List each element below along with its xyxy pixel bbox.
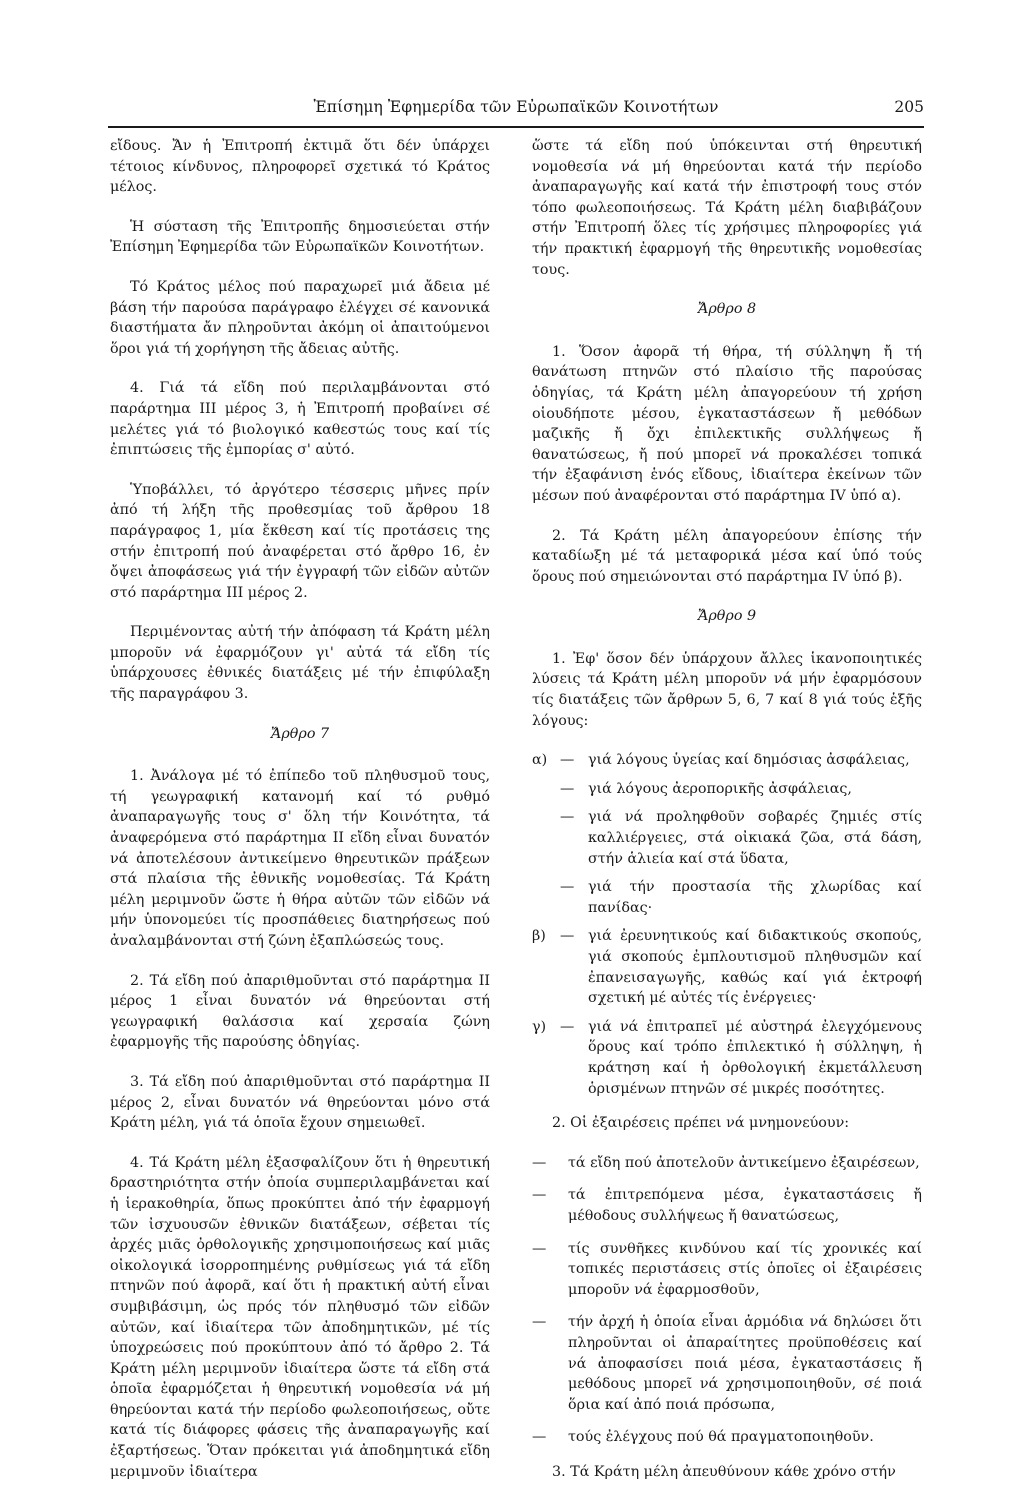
list-item: [532, 750, 922, 771]
item-text: τίς συνθῆκες κινδύνου καί τίς χρονικές καί τοπικές περιστάσεις στίς ὁποῖες οἱ ἐξαιρέσεις μποροῦν νά ἐφαρμοσθοῦν,: [568, 1240, 922, 1298]
header-divider: [108, 126, 924, 128]
paragraph: Ὑποβάλλει, τό ἀργότερο τέσσερις μῆνες πρίν ἀπό τή λήξη τῆς προθεσμίας τοῦ ἄρθρου 18 παράγραφος 1, μία ἔκθεση καί τίς προτάσεις της στήν ἐπιτροπή πού ἀναφέρεται στό ἄρθρο 16, ἐν ὄψει ἀποφάσεως γιά τήν ἐγγραφή τῶν εἰδῶν αὐτῶν στό παράρτημα ΙΙΙ μέρος 2.: [110, 481, 490, 601]
list-item: [532, 1312, 922, 1415]
paragraph: 4. Γιά τά εἴδη πού περιλαμβάνονται στό παράρτημα ΙΙΙ μέρος 3, ἡ Ἐπιτροπή προβαίνει σέ μελέτες γιά τό βιολογικό καθεστώς τους καί τίς ἐπιπτώσεις τῆς ἐμπορίας σ' αὐτό.: [110, 380, 490, 459]
item-text: γιά λόγους ὑγείας καί δημόσιας ἀσφάλειας,: [588, 752, 910, 769]
list-item: [532, 1185, 922, 1226]
item-label: β): [532, 928, 546, 945]
paragraph: 2. Τά εἴδη πού ἀπαριθμοῦνται στό παράρτημα ΙΙ μέρος 1 εἶναι δυνατόν νά θηρεύονται στή γεωγραφική θαλάσσια καί χερσαία ζώνη ἐφαρμογῆς τῆς παρούσης ὁδηγίας.: [110, 972, 490, 1051]
dash-glyph: —: [532, 1154, 547, 1171]
left-column: [110, 136, 490, 1501]
paragraph: 3. Τά εἴδη πού ἀπαριθμοῦνται στό παράρτημα ΙΙ μέρος 2, εἶναι δυνατόν νά θηρεύονται μόνο στά Κράτη μέλη, γιά τά ὁποῖα ἔχουν σημειωθεῖ.: [110, 1073, 490, 1132]
item-text: γιά νά ἐπιτραπεῖ μέ αὐστηρά ἐλεγχόμενους ὅρους καί τρόπο ἐπιλεκτικό ἡ σύλληψη, ἡ κράτηση καί ἡ ὀρθολογική ἐκμετάλλευση ὁρισμένων πτηνῶν σέ μικρές ποσότητες.: [588, 1018, 922, 1097]
article-9-heading: Ἄρθρο 9: [697, 608, 757, 625]
paragraph: 1. Ὅσον ἀφορᾶ τή θήρα, τή σύλληψη ἤ τή θανάτωση πτηνῶν στό πλαίσιο τῆς παρούσας ὁδηγίας, τά Κράτη μέλη ἀπαγορεύουν τή χρήση οἱουδήποτε μέσου, ἐγκαταστάσεων ἤ μεθόδων μαζικῆς ἤ ὄχι ἐπιλεκτικῆς συλλήψεως ἤ θανατώσεως, ἤ πού μπορεῖ νά προκαλέσει τοπικά τήν ἐξαφάνιση ἑνός εἴδους, ἰδιαίτερα ἐκείνων τῶν μέσων πού ἀναφέρονται στό παράρτημα IV ὑπό α).: [532, 343, 922, 504]
dash-glyph: —: [560, 879, 575, 896]
exceptions-list: [532, 1153, 922, 1448]
dash-glyph: —: [560, 752, 575, 769]
paragraph: Ἡ σύσταση τῆς Ἐπιτροπῆς δημοσιεύεται στήν Ἐπίσημη Ἐφημερίδα τῶν Εὐρωπαϊκῶν Κοινοτήτων.: [110, 218, 490, 256]
list-item: [560, 877, 922, 918]
item-text: τούς ἐλέγχους πού θά πραγματοποιηθοῦν.: [568, 1429, 874, 1446]
paragraph: 1. Ἐφ' ὅσον δέν ὑπάρχουν ἄλλες ἱκανοποιητικές λύσεις τά Κράτη μέλη μποροῦν νά μήν ἐφαρμόσουν τίς διατάξεις τῶν ἄρθρων 5, 6, 7 καί 8 γιά τούς ἑξῆς λόγους:: [532, 650, 922, 729]
item-text: γιά λόγους ἀεροπορικῆς ἀσφάλειας,: [588, 780, 852, 797]
page-header: [108, 98, 924, 126]
dash-glyph: —: [532, 1314, 547, 1331]
list-item: [532, 926, 922, 1008]
dash-glyph: —: [560, 780, 575, 797]
item-text: γιά νά προληφθοῦν σοβαρές ζημιές στίς καλλιέργειες, στά οἰκιακά ζῶα, στά δάση, στήν ἁλιεία καί στά ὕδατα,: [588, 809, 922, 867]
item-label: γ): [532, 1018, 547, 1035]
dash-glyph: —: [532, 1187, 547, 1204]
dash-glyph: —: [532, 1240, 547, 1257]
paragraph: ὥστε τά εἴδη πού ὑπόκεινται στή θηρευτική νομοθεσία νά μή θηρεύονται κατά τήν περίοδο ἀναπαραγωγῆς καί κατά τήν ἐπιστροφή τους στόν τόπο φωλεοποιήσεως. Τά Κράτη μέλη διαβιβάζουν στήν Ἐπιτροπή ὅλες τίς χρήσιμες πληροφορίες γιά τήν πρακτική ἐφαρμογή τῆς θηρευτικῆς νομοθεσίας τους.: [532, 138, 922, 278]
article-8-heading: Ἄρθρο 8: [697, 301, 757, 318]
dash-glyph: —: [532, 1429, 547, 1446]
paragraph: εἴδους. Ἄν ἡ Ἐπιτροπή ἐκτιμᾶ ὅτι δέν ὑπάρχει τέτοιος κίνδυνος, πληροφορεῖ σχετικά τό Κράτος μέλος.: [110, 138, 490, 196]
paragraph: 2. Οἱ ἐξαιρέσεις πρέπει νά μνημονεύουν:: [552, 1115, 850, 1132]
item-label: α): [532, 752, 548, 769]
paragraph: 3. Τά Κράτη μέλη ἀπευθύνουν κάθε χρόνο στήν: [552, 1463, 896, 1480]
list-item: [560, 807, 922, 869]
item-text: τά εἴδη πού ἀποτελοῦν ἀντικείμενο ἐξαιρέσεων,: [568, 1154, 920, 1171]
list-item: [532, 1427, 922, 1448]
item-text: τά ἐπιτρεπόμενα μέσα, ἐγκαταστάσεις ἤ μέθοδους συλλήψεως ἤ θανατώσεως,: [568, 1187, 922, 1224]
list-item: [532, 1017, 922, 1099]
dash-glyph: —: [560, 928, 575, 945]
article-7-heading: Ἄρθρο 7: [270, 725, 330, 742]
dash-glyph: —: [560, 809, 575, 826]
reasons-list: [532, 750, 922, 1099]
page-number: 205: [894, 98, 924, 116]
item-text: γιά τήν προστασία τῆς χλωρίδας καί πανίδας·: [588, 879, 922, 916]
item-text: τήν ἀρχή ἡ ὁποία εἶναι ἁρμόδια νά δηλώσει ὅτι πληροῦνται οἱ ἀπαραίτητες προϋποθέσεις καί νά ἀποφασίσει ποιά μέσα, ἐγκαταστάσεις ἤ μεθόδους μπορεῖ νά χρησιμοποιηθοῦν, σέ ποιά ὅρια καί ἀπό ποιά πρόσωπα,: [568, 1314, 922, 1413]
paragraph: 4. Τά Κράτη μέλη ἐξασφαλίζουν ὅτι ἡ θηρευτική δραστηριότητα στήν ὁποία συμπεριλαμβάνεται καί ἡ ἱερακοθηρία, ὅπως προκύπτει ἀπό τήν ἐφαρμογή τῶν ἰσχυουσῶν ἐθνικῶν διατάξεων, σέβεται τίς ἀρχές μιᾶς ὀρθολογικῆς χρησιμοποιήσεως καί μιᾶς οἰκολογικά ἰσορροπημένης ρυθμίσεως γιά τά εἴδη πτηνῶν πού ἀφορᾶ, καί ὅτι ἡ πρακτική αὐτή εἶναι συμβιβάσιμη, ὡς πρός τόν πληθυσμό τῶν εἰδῶν αὐτῶν, καί ἰδιαίτερα τῶν ἀποδημητικῶν, μέ τίς ὑποχρεώσεις πού προκύπτουν ἀπό τό ἄρθρο 2. Τά Κράτη μέλη μεριμνοῦν ἰδιαίτερα ὥστε τά εἴδη στά ὁποῖα ἐφαρμόζεται ἡ θηρευτική νομοθεσία νά μή θηρεύονται κατά τήν περίοδο φωλεοποιήσεως, οὔτε κατά τίς διάφορες φάσεις τῆς ἀναπαραγωγῆς καί ἐξαρτήσεως. Ὅταν πρόκειται γιά ἀποδημητικά εἴδη μεριμνοῦν ἰδιαίτερα: [110, 1154, 490, 1480]
paragraph: 2. Τά Κράτη μέλη ἀπαγορεύουν ἐπίσης τήν καταδίωξη μέ τά μεταφορικά μέσα καί ὑπό τούς ὅρους πού σημειώνονται στό παράρτημα IV ὑπό β).: [532, 527, 922, 585]
paragraph: Τό Κράτος μέλος πού παραχωρεῖ μιά ἄδεια μέ βάση τήν παρούσα παράγραφο ἐλέγχει σέ κανονικά διαστήματα ἄν πληροῦνται ἀκόμη οἱ ἀπαιτούμενοι ὅροι γιά τή χορήγηση τῆς ἄδειας αὐτῆς.: [110, 278, 490, 357]
dash-glyph: —: [560, 1018, 575, 1035]
item-text: γιά ἐρευνητικούς καί διδακτικούς σκοπούς, γιά σκοπούς ἐμπλουτισμοῦ πληθυσμῶν καί ἐπανεισαγωγῆς, καθώς καί γιά ἐκτροφή σχετική μέ αὐτές τίς ἐνέργειες·: [588, 928, 922, 1007]
right-column: [532, 136, 922, 1501]
paragraph: 1. Ἀνάλογα μέ τό ἐπίπεδο τοῦ πληθυσμοῦ τους, τή γεωγραφική κατανομή καί τό ρυθμό ἀναπαραγωγῆς τους σ' ὅλη τήν Κοινότητα, τά ἀναφερόμενα στό παράρτημα ΙΙ εἴδη εἶναι δυνατόν νά ἀποτελέσουν ἀντικείμενο θηρευτικῶν πράξεων στά πλαίσια τῆς ἐθνικῆς νομοθεσίας. Τά Κράτη μέλη μεριμνοῦν ὥστε ἡ θήρα αὐτῶν τῶν εἰδῶν νά μήν ὑπονομεύει τίς προσπάθειες διατηρήσεως πού ἀναλαμβάνονται στή ζώνη ἐξαπλώσεώς τους.: [110, 768, 490, 949]
list-item: [532, 1153, 922, 1174]
paragraph: Περιμένοντας αὐτή τήν ἀπόφαση τά Κράτη μέλη μποροῦν νά ἐφαρμόζουν γι' αὐτά τά εἴδη τίς ὑπάρχουσες ἐθνικές διατάξεις μέ τήν ἐπιφύλαξη τῆς παραγράφου 3.: [110, 624, 490, 703]
list-item: [532, 1239, 922, 1301]
list-item: [560, 779, 922, 800]
journal-title: Ἐπίσημη Ἐφημερίδα τῶν Εὐρωπαϊκῶν Κοινοτήτων: [313, 98, 719, 116]
